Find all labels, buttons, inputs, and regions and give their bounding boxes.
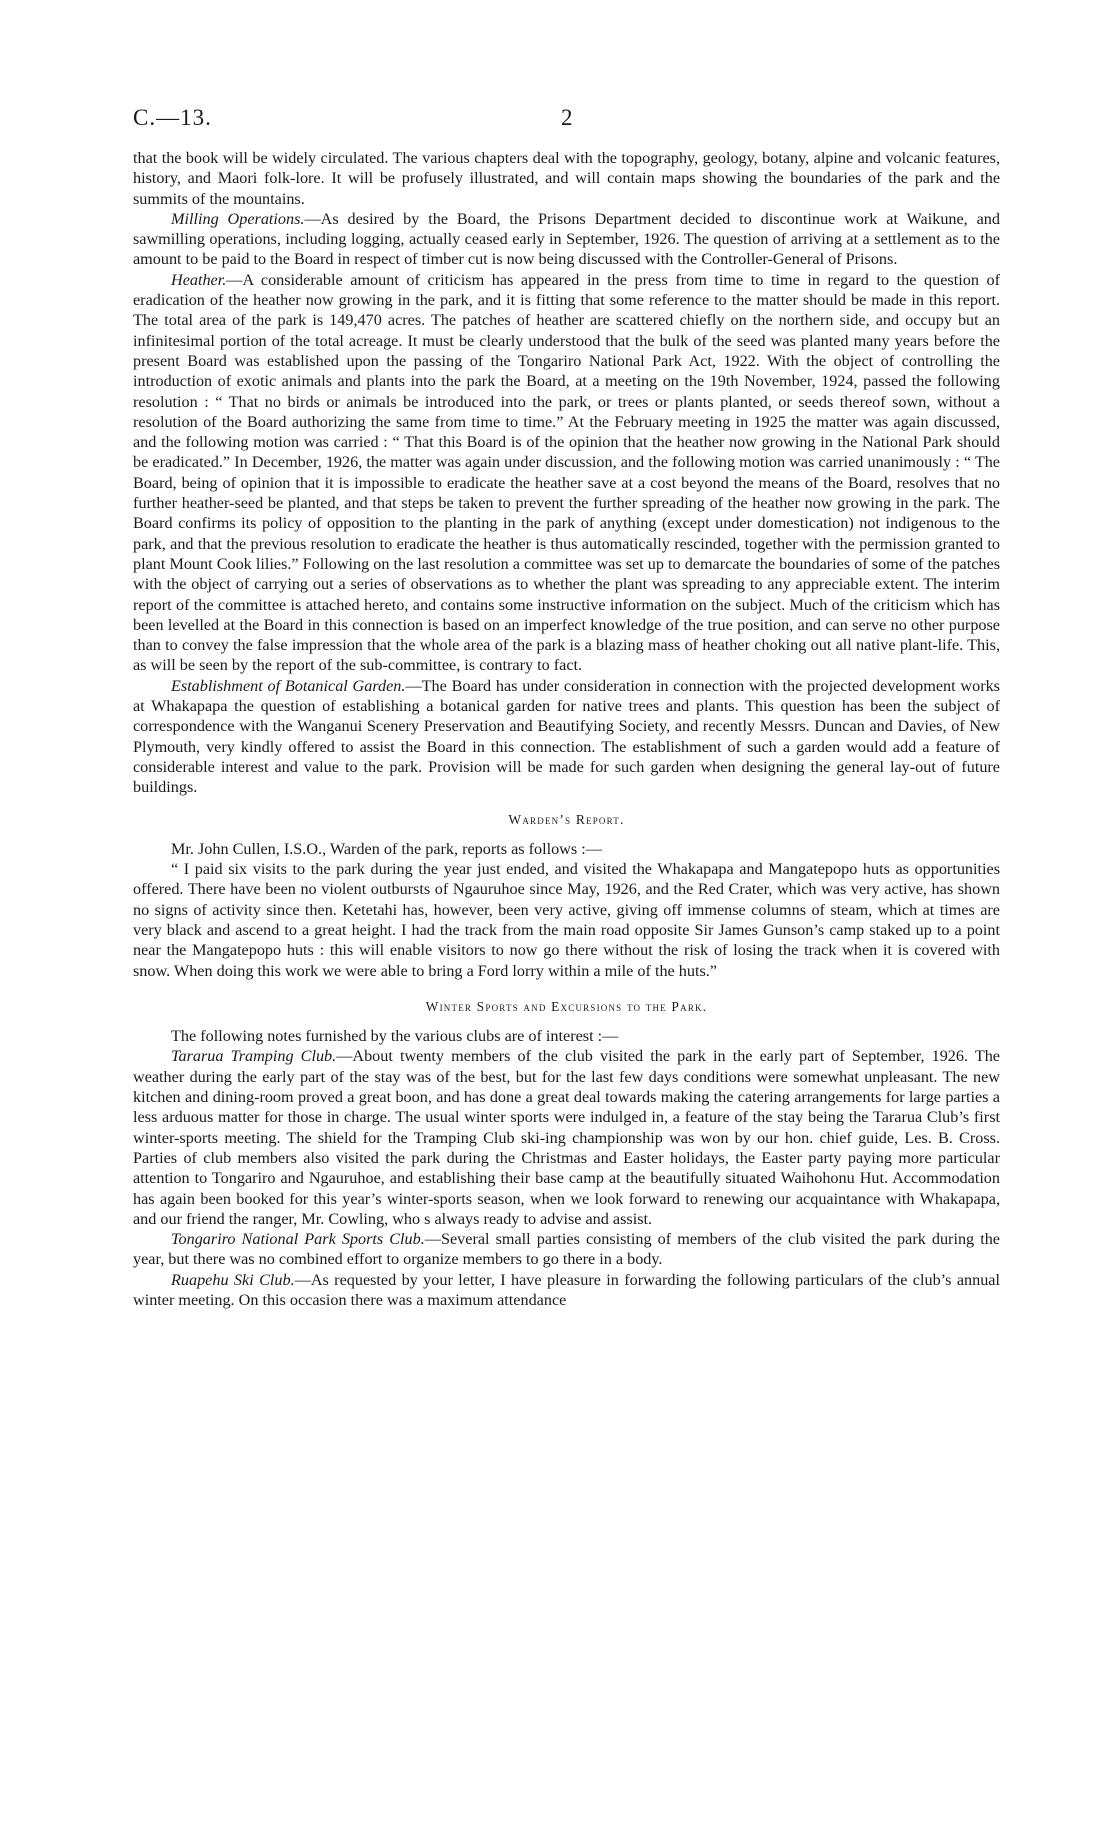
tongariro-club-title: Tongariro National Park Sports Club. — [171, 1230, 425, 1249]
wardens-report-heading: Warden’s Report. — [508, 811, 625, 827]
paragraph-ruapehu-club — [133, 1270, 1000, 1311]
ruapehu-club-title: Ruapehu Ski Club. — [171, 1270, 295, 1289]
milling-operations-title: Milling Operations. — [171, 209, 305, 228]
paragraph-heather — [133, 270, 1000, 676]
heather-title: Heather. — [171, 270, 227, 289]
paragraph-warden-report: “ I paid six visits to the park during the year just ended, and visited the Whakapapa and Mangatepopo huts as opportunities offered. There have been no violent outbursts of Ngauruhoe since May, 1926, and the Red Crater, which was very active, has shown no signs of activity since then. Ketetahi has, however, been very active, giving off immense columns of steam, which at times are very black and ascend to a great height. I had the track from the main road opposite Sir James Gunson’s camp staked up to a point near the Mangatepopo huts : this will enable visitors to now go there without the risk of losing the track when it is covered with snow. When doing this work we were able to bring a Ford lorry within a mile of the huts.” — [133, 860, 1000, 980]
tararua-club-title: Tararua Tramping Club. — [171, 1047, 337, 1066]
body-text — [133, 148, 1000, 1310]
paragraph-milling-operations — [133, 209, 1000, 270]
paragraph-tongariro-club — [133, 1229, 1000, 1270]
winter-sports-heading: Winter Sports and Excursions to the Park. — [425, 998, 708, 1014]
paragraph-warden-intro: Mr. John Cullen, I.S.O., Warden of the park, reports as follows :— — [171, 839, 602, 858]
ruapehu-club-text: —As requested by your letter, I have pleasure in forwarding the following particulars of the club’s annual winter meeting. On this occasion there was a maximum attendance — [133, 1270, 1000, 1310]
milling-operations-text: —As desired by the Board, the Prisons Department decided to discontinue work at Waikune, and sawmilling operations, including logging, actually ceased early in September, 1926. The question of arriving at a settlement as to the amount to be paid to the Board in respect of timber cut is now being discussed with the Controller-General of Prisons. — [133, 209, 1000, 269]
heather-text: —A considerable amount of criticism has appeared in the press from time to time in regard to the question of eradication of the heather now growing in the park, and it is fitting that some reference to the matter should be made in this report. The total area of the park is 149,470 acres. The patches of heather are scattered chiefly on the northern side, and occupy but an infinitesimal portion of the total acreage. It must be clearly understood that the bulk of the seed was planted many years before the present Board was established upon the passing of the Tongariro National Park Act, 1922. With the object of controlling the introduction of exotic animals and plants into the park the Board, at a meeting on the 19th November, 1924, passed the following resolution : “ That no birds or animals be introduced into the park, or trees or plants planted, or seeds thereof sown, without a resolution of the Board authorizing the same from time to time.” At the February meeting in 1925 the matter was again discussed, and the following motion was carried : “ That this Board is of the opinion that the heather now growing in the National Park should be eradicated.” In December, 1926, the matter was again under discussion, and the following motion was carried unanimously : “ The Board, being of opinion that it is impossible to eradicate the heather save at a cost beyond the means of the Board, resolves that no further heather-seed be planted, and that steps be taken to prevent the further spreading of the heather now growing in the park. The Board confirms its policy of opposition to the planting in the park of anything (except under domestication) not indigenous to the park, and that the previous resolution to eradicate the heather is thus automatically rescinded, together with the permission granted to plant Mount Cook lilies.” Following on the last resolution a committee was set up to demarcate the boundaries of some of the patches with the object of carrying out a series of observations as to whether the plant was spreading to any appreciable extent. The interim report of the committee is attached hereto, and contains some instructive information on the subject. Much of the criticism which has been levelled at the Board in this connection is based on an imperfect knowledge of the true position, and can serve no other purpose than to convey the false impression that the whole area of the park is a blazing mass of heather choking out all native plant-life. This, as will be seen by the report of the sub-committee, is contrary to fact. — [133, 270, 1000, 675]
paragraph-tararua-club — [133, 1046, 1000, 1229]
tararua-club-text: —About twenty members of the club visited the park in the early part of September, 1926. The weather during the early part of the stay was of the best, but for the last few days conditions were somewhat unpleasant. The new kitchen and dining-room proved a great boon, and has done a great deal towards making the catering arrangements for large parties a less arduous matter for those in charge. The usual winter sports were indulged in, a feature of the stay being the Tararua Club’s first winter-sports meeting. The shield for the Tramping Club ski-ing championship was won by our hon. chief guide, Les. B. Cross. Parties of club members also visited the park during the Christmas and Easter holidays, the Easter party paying more particular attention to Tongariro and Ngauruhoe, and establishing their base camp at the beautifully situated Waihohonu Hut. Accommodation has again been booked for this year’s winter-sports season, when we look forward to renewing our acquaintance with Whakapapa, and our friend the ranger, Mr. Cowling, who s always ready to advise and assist. — [133, 1047, 1000, 1228]
page-number: 2 — [561, 105, 573, 130]
page-header — [133, 105, 1000, 135]
botanical-garden-text: —The Board has under consideration in connection with the projected development works at Whakapapa the question of establishing a botanical garden for native trees and plants. This question has been the subject of correspondence with the Wanganui Scenery Preservation and Beautifying Society, and recently Messrs. Duncan and Davies, of New Plymouth, very kindly offered to assist the Board in this connection. The establishment of such a garden would add a feature of considerable interest and value to the park. Provision will be made for such garden when designing the general lay-out of future buildings. — [133, 676, 1000, 797]
document-reference: C.—13. — [133, 105, 212, 130]
botanical-garden-title: Establishment of Botanical Garden. — [171, 676, 406, 695]
paragraph-botanical-garden — [133, 676, 1000, 798]
tongariro-club-text: —Several small parties consisting of members of the club visited the park during the year, but there was no combined effort to organize members to go there in a body. — [133, 1230, 1000, 1269]
paragraph-winter-intro: The following notes furnished by the various clubs are of interest :— — [171, 1027, 619, 1046]
paragraph-book-circulation: that the book will be widely circulated. The various chapters deal with the topography, geology, botany, alpine and volcanic features, history, and Maori folk-lore. It will be profusely illustrated, and will contain maps showing the boundaries of the park and the summits of the mountains. — [133, 149, 1000, 208]
